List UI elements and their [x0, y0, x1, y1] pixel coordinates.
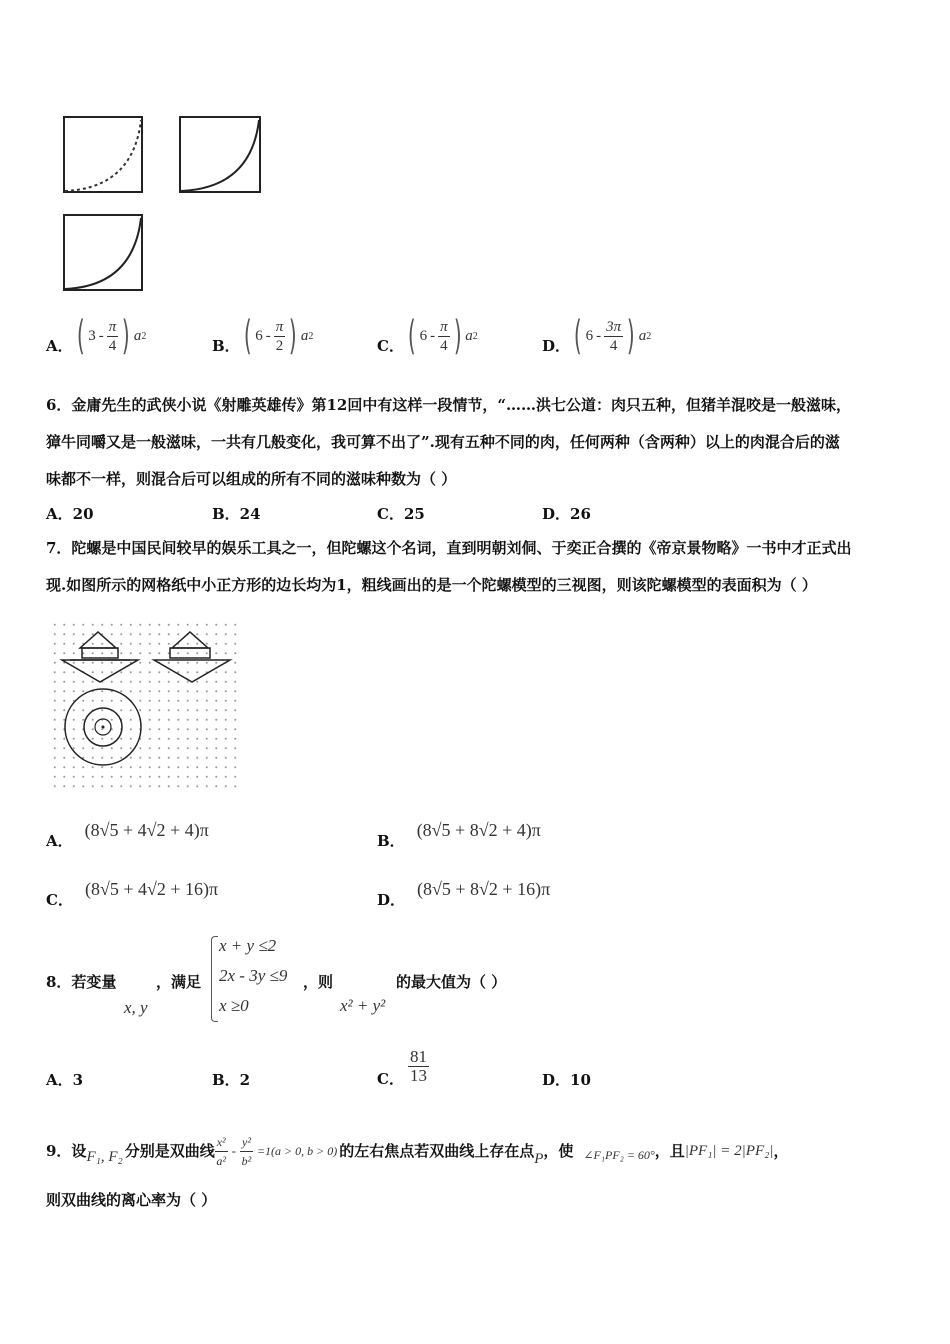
q9-foci: F₁, F₂ — [86, 1149, 123, 1165]
fraction — [604, 318, 623, 355]
q5-figure-1 — [63, 116, 143, 193]
q9-fraction-x — [215, 1133, 228, 1170]
q5-figure-3 — [63, 214, 143, 291]
q5-option-b[interactable] — [212, 312, 313, 360]
q8-option-c[interactable] — [377, 1044, 429, 1089]
minus-sign: - — [231, 1143, 236, 1158]
option-whole: 6 — [255, 327, 263, 344]
q8-variables: x, y — [124, 998, 148, 1017]
option-expression: (8√5 + 8√2 + 4)π — [416, 820, 541, 840]
option-label: B． — [377, 832, 405, 850]
numerator: π — [440, 318, 448, 335]
denominator: 4 — [108, 337, 117, 354]
option-label: C． — [377, 336, 404, 355]
left-paren: ( — [407, 313, 416, 359]
q6-stem-line1: 6．金庸先生的武侠小说《射雕英雄传》第12回中有这样一段情节，“……洪七公道：肉只五种，但猪羊混咬是一般滋味， — [46, 396, 851, 414]
q9-angle: ∠F₁PF₂ = 60° — [583, 1148, 655, 1162]
q6-option-d[interactable]: D．26 — [542, 505, 591, 523]
option-expression: (8√5 + 4√2 + 16)π — [84, 879, 219, 899]
numerator: π — [108, 318, 117, 335]
denominator: 13 — [409, 1066, 427, 1085]
denominator: 2 — [275, 337, 284, 354]
q9-text-3: ，使 — [543, 1142, 574, 1160]
q5-figure-2 — [179, 116, 261, 193]
option-label: D． — [377, 891, 406, 909]
option-label: C． — [377, 1070, 404, 1088]
option-whole: 6 — [419, 327, 428, 344]
q6-stem-line2: 獐牛同嚼又是一般滋味，一共有几般变化，我可算不出了”.现有五种不同的肉，任何两种（含两种）以上的肉混合后的滋 — [46, 433, 840, 451]
left-paren: ( — [243, 313, 252, 359]
variable: a — [465, 327, 473, 344]
q8-satisfy: ，满足 — [156, 973, 202, 991]
q7-option-c[interactable] — [46, 877, 218, 910]
q8-then: ，则 — [303, 973, 334, 991]
exponent: 2 — [308, 330, 314, 342]
q6-stem-line3: 味都不一样，则混合后可以组成的所有不同的滋味种数为（ ） — [46, 470, 457, 488]
q9-condition: |PF₁| = 2|PF₂| — [684, 1143, 774, 1159]
q5-option-d[interactable] — [542, 312, 651, 360]
variable: a — [133, 327, 142, 344]
q7-stem-line1: 7．陀螺是中国民间较早的娱乐工具之一，但陀螺这个名词，直到明朝刘侗、于奕正合撰的《帝京景物略》一书中才正式出 — [46, 539, 852, 557]
variable: a — [300, 327, 309, 344]
q6-option-a[interactable]: A．20 — [46, 505, 94, 523]
q7-option-a[interactable] — [46, 818, 209, 851]
q8-suffix: 的最大值为（ ） — [396, 973, 507, 991]
quarter-arc-solid-figure — [179, 116, 261, 193]
minus-sign: - — [265, 327, 271, 344]
fraction — [274, 318, 286, 355]
q7-option-d[interactable] — [377, 877, 550, 910]
q7-option-b[interactable] — [377, 818, 541, 851]
q9-hyperbola-text: 分别是双曲线 — [124, 1142, 215, 1160]
minus-sign: - — [596, 327, 602, 344]
numerator: 3π — [606, 318, 622, 335]
spinning-top-three-views — [50, 620, 240, 788]
q7-stem-line2: 现.如图所示的网格纸中小正方形的边长均为1，粗线画出的是一个陀螺模型的三视图，则该陀螺模型的表面积为（ ） — [46, 576, 817, 594]
right-paren: ) — [627, 313, 635, 359]
q9-text-end: ， — [773, 1142, 789, 1160]
option-label: A． — [46, 336, 73, 355]
q8-constraint-1: x + y ≤2 — [219, 936, 277, 955]
q9-prefix: 9．设 — [46, 1142, 87, 1160]
q9-stem-line1 — [46, 1126, 788, 1176]
exponent: 2 — [472, 330, 478, 342]
exponent: 2 — [141, 330, 147, 342]
variable: a — [638, 327, 647, 344]
q8-option-d[interactable]: D．10 — [542, 1071, 591, 1089]
option-label: C． — [46, 891, 73, 909]
q8-target: x² + y² — [340, 996, 386, 1015]
q9-stem-line2: 则双曲线的离心率为（ ） — [46, 1191, 217, 1209]
q5-option-a[interactable] — [46, 312, 146, 360]
denominator: 4 — [609, 337, 618, 354]
option-expression: (8√5 + 8√2 + 16)π — [417, 879, 551, 899]
left-paren: ( — [573, 313, 582, 359]
left-paren: ( — [76, 313, 85, 359]
q9-point: P — [534, 1151, 544, 1167]
q5-option-c[interactable] — [377, 312, 478, 360]
fraction — [107, 318, 119, 355]
q9-text-2: 的左右焦点若双曲线上存在点 — [339, 1142, 535, 1160]
q9-text-4: ，且 — [654, 1142, 685, 1160]
right-paren: ) — [453, 313, 462, 359]
fraction — [438, 318, 450, 355]
quarter-arc-dashed-figure — [63, 116, 143, 193]
option-fraction — [408, 1048, 429, 1085]
quarter-arc-solid-figure-2 — [63, 214, 143, 291]
exponent: 2 — [646, 330, 652, 342]
option-whole: 6 — [585, 327, 594, 344]
numerator: 81 — [409, 1047, 427, 1066]
option-label: B． — [212, 336, 240, 355]
denominator: a² — [216, 1153, 226, 1168]
minus-sign: - — [98, 327, 104, 344]
right-paren: ) — [289, 313, 298, 359]
option-expression: (8√5 + 4√2 + 4)π — [84, 820, 209, 840]
q9-equation-rest: =1(a > 0, b > 0) — [256, 1144, 338, 1158]
numerator: π — [275, 318, 284, 335]
q8-prefix: 8．若变量 — [46, 973, 117, 991]
q6-option-b[interactable]: B．24 — [212, 505, 261, 523]
minus-sign: - — [430, 327, 436, 344]
option-label: A． — [46, 832, 73, 850]
denominator: 4 — [440, 337, 448, 354]
q7-three-view-figure — [50, 620, 240, 788]
q8-constraint-brace — [211, 936, 218, 1022]
denominator: b² — [241, 1153, 252, 1168]
q8-option-b[interactable]: B．2 — [212, 1071, 251, 1089]
numerator: y² — [240, 1133, 253, 1152]
right-paren: ) — [122, 313, 130, 359]
q9-fraction-y — [240, 1133, 253, 1170]
q8-constraint-3: x ≥0 — [219, 996, 249, 1015]
option-label: D． — [542, 336, 571, 355]
q8-option-a[interactable]: A．3 — [46, 1071, 84, 1089]
option-whole: 3 — [88, 327, 96, 344]
numerator: x² — [215, 1133, 228, 1152]
q6-option-c[interactable]: C．25 — [377, 505, 425, 523]
q8-constraint-2: 2x - 3y ≤9 — [219, 966, 288, 985]
